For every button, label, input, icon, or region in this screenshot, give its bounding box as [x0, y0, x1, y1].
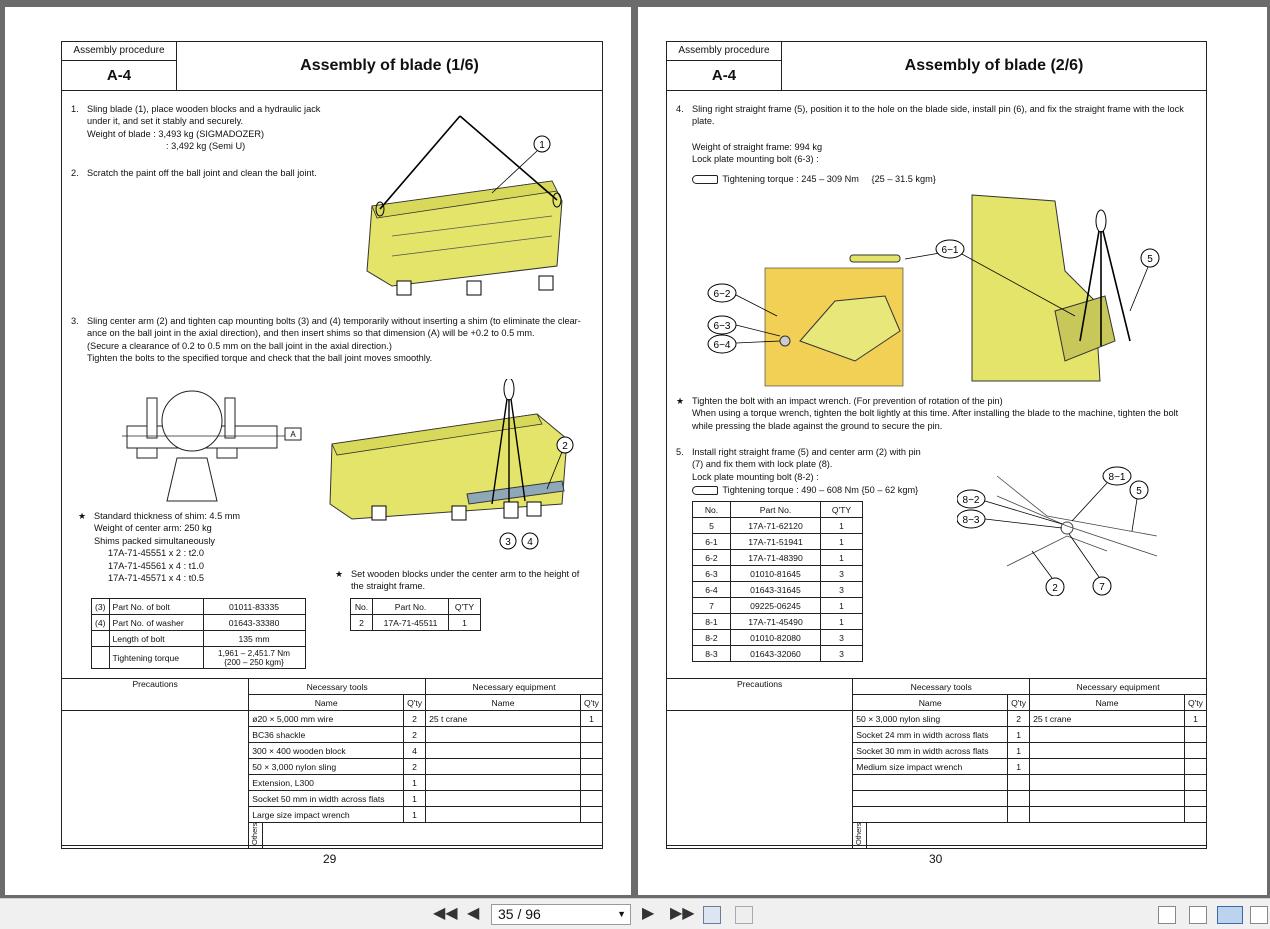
table-header-row: No. Part No. Q'TY	[693, 502, 863, 518]
wooden-block	[372, 506, 386, 520]
document-page-right	[638, 7, 1267, 895]
prev-page-icon[interactable]: ◀	[467, 905, 480, 922]
procedure-code: A-4	[62, 61, 177, 91]
nut	[137, 448, 157, 458]
continuous-view-icon[interactable]	[1189, 906, 1207, 924]
page-title: Assembly of blade (2/6)	[904, 57, 1084, 74]
next-page-icon[interactable]: ▶	[642, 905, 655, 922]
bolt-right	[225, 398, 235, 438]
requirements-section	[667, 678, 1206, 847]
callout-8-3: 8−3	[962, 515, 980, 526]
table-header-row: No. Part No. Q'TY	[351, 599, 481, 615]
two-page-view-icon[interactable]	[1217, 906, 1243, 924]
table-row: Socket 50 mm in width across flats 1	[62, 791, 603, 807]
wooden-block	[467, 281, 481, 295]
fit-width-icon[interactable]	[735, 906, 753, 924]
step-1: 1. Sling blade (1), place wooden blocks and a hydraulic jack under it, and set it stably and securely. Weight of blade : 3,493 kg (SIGMADOZER) : 3,492 kg (Semi U)	[71, 104, 321, 152]
single-page-view-icon[interactable]	[1158, 906, 1176, 924]
table-row: Tightening torque 1,961 – 2,451.7 Nm {200 – 250 kgm}	[92, 647, 306, 669]
wooden-block	[527, 502, 541, 516]
table-row: 50 × 3,000 nylon sling 2 25 t crane 1	[667, 711, 1207, 727]
callout-6-3: 6−3	[713, 321, 731, 332]
callout-8-2: 8−2	[962, 495, 980, 506]
table-row: 7 09225-06245 1	[693, 598, 863, 614]
arm-stem	[167, 458, 217, 501]
callout-5: 5	[1147, 254, 1153, 265]
header-label: Assembly procedure	[62, 42, 177, 61]
table-row: Socket 30 mm in width across flats 1	[667, 743, 1207, 759]
shim-note: ★ Standard thickness of shim: 4.5 mm Weight of center arm: 250 kg Shims packed simultaneously 17A-71-45551 x 2 : t2.0 17A-71-45561 x 4 : t1.0 17A-71-45571 x 4 : t0.5	[78, 511, 241, 584]
leader-line	[1130, 267, 1148, 311]
page-body	[667, 91, 1206, 678]
pin-circle	[1061, 522, 1073, 534]
table-row: ø20 × 5,000 mm wire 2 25 t crane 1	[62, 711, 603, 727]
callout-6-4: 6−4	[713, 340, 731, 351]
wooden-block	[397, 281, 411, 295]
sling-ring	[504, 379, 514, 400]
others-label: Others	[250, 822, 260, 845]
pin	[850, 255, 900, 262]
step-5: 5. Install right straight frame (5) and center arm (2) with pin (7) and fix them with lock plate (8). Lock plate mounting bolt (8-2) :	[676, 447, 921, 482]
last-page-icon[interactable]: ▶▶	[670, 905, 695, 922]
page-body	[62, 91, 602, 678]
leader-line	[1069, 534, 1099, 577]
procedure-code: A-4	[667, 61, 782, 91]
page-number-input[interactable]: 35 / 96 ▼	[491, 904, 631, 925]
sling-ring	[1096, 210, 1106, 232]
viewer-toolbar	[0, 898, 1270, 929]
fit-page-icon[interactable]	[703, 906, 721, 924]
table-row: Extension, L300 1	[62, 775, 603, 791]
tools-table	[61, 678, 603, 849]
wooden-block	[504, 502, 518, 518]
requirements-section	[62, 678, 602, 847]
ball-joint-circle	[162, 391, 222, 451]
table-row: (3) Part No. of bolt 01011-83335	[92, 599, 306, 615]
others-label: Others	[854, 822, 864, 845]
step-4-info: Weight of straight frame: 994 kg Lock plate mounting bolt (6-3) :	[692, 142, 823, 165]
table-row: 8-2 01010-82080 3	[693, 630, 863, 646]
first-page-icon[interactable]: ◀◀	[433, 905, 458, 922]
leader-line	[1032, 551, 1052, 578]
blade-sling-figure	[352, 106, 602, 311]
two-page-continuous-icon[interactable]	[1250, 906, 1268, 924]
bolt-head	[780, 336, 790, 346]
callout-6-2: 6−2	[713, 289, 731, 300]
leader-line	[905, 253, 940, 259]
bolt-left	[147, 398, 157, 438]
callout-8-1: 8−1	[1108, 472, 1126, 483]
table-row: BC36 shackle 2	[62, 727, 603, 743]
table-row: 6-3 01010-81645 3	[693, 566, 863, 582]
table-row: 50 × 3,000 nylon sling 2	[62, 759, 603, 775]
leader-line	[1132, 499, 1137, 531]
table-row: 6-1 17A-71-51941 1	[693, 534, 863, 550]
page-frame	[61, 41, 603, 846]
nut	[217, 448, 237, 458]
table-row: 2 17A-71-45511 1	[351, 615, 481, 631]
part-table	[350, 598, 481, 631]
table-row: 8-3 01643-32060 3	[693, 646, 863, 662]
table-header-row: Precautions Necessary tools Necessary equipment	[667, 679, 1207, 695]
page-header	[62, 42, 602, 91]
table-header-row: Precautions Necessary tools Necessary equipment	[62, 679, 603, 695]
wrench-icon	[692, 175, 718, 184]
callout-1: 1	[539, 140, 545, 151]
callout-4: 4	[527, 537, 533, 548]
step-4: 4. Sling right straight frame (5), position it to the hole on the blade side, install pin (6), and fix the straight frame with the lock plate.	[676, 104, 1184, 127]
table-header-row: Name Q'ty Name Q'ty	[667, 695, 1207, 711]
callout-6-1: 6−1	[941, 245, 959, 256]
wrench-icon	[692, 486, 718, 495]
header-label: Assembly procedure	[667, 42, 782, 61]
page-number: 29	[323, 852, 337, 866]
table-header-row: Name Q'ty Name Q'ty	[62, 695, 603, 711]
table-row: Large size impact wrench 1	[62, 807, 603, 823]
step-2: 2. Scratch the paint off the ball joint and clean the ball joint.	[71, 168, 317, 178]
torque-spec-2: Tightening torque : 490 – 608 Nm {50 – 62 kgm}	[692, 484, 918, 496]
table-row: 5 17A-71-62120 1	[693, 518, 863, 534]
page-frame	[666, 41, 1207, 846]
callout-3: 3	[505, 537, 511, 548]
chevron-down-icon[interactable]: ▼	[617, 909, 626, 919]
callout-7: 7	[1099, 582, 1105, 593]
straight-frame-figure	[705, 191, 1175, 391]
table-row: 300 × 400 wooden block 4	[62, 743, 603, 759]
document-page-left	[5, 7, 631, 895]
page-header	[667, 42, 1206, 91]
table-row: Medium size impact wrench 1	[667, 759, 1207, 775]
leader-line	[1072, 483, 1107, 521]
table-row: 8-1 17A-71-45490 1	[693, 614, 863, 630]
dimension-a-label: A	[290, 430, 296, 439]
step-3: 3. Sling center arm (2) and tighten cap mounting bolts (3) and (4) temporarily without inserting a shim (to eliminate the clear- ance on the ball joint in the axial direction), and then insert shims so that dimension (A) will be +0.2 to 0.5 mm. (Secure a clearance of 0.2 to 0.5 mm on the ball joint in the axial direction.) Tighten the bolts to the specified torque and check that the ball joint moves smoothly.	[71, 316, 581, 364]
table-row: 6-4 01643-31645 3	[693, 582, 863, 598]
bolt-spec-table	[91, 598, 306, 669]
page-number: 30	[929, 852, 943, 866]
wooden-block	[539, 276, 553, 290]
callout-5: 5	[1136, 486, 1142, 497]
callout-2: 2	[1052, 583, 1058, 594]
callout-2: 2	[562, 441, 568, 452]
table-row: Socket 24 mm in width across flats 1	[667, 727, 1207, 743]
table-row: (4) Part No. of washer 01643-33380	[92, 615, 306, 631]
center-arm-figure	[327, 379, 577, 564]
blocks-note: ★ Set wooden blocks under the center arm to the height of the straight frame.	[335, 569, 580, 592]
arm-line	[1007, 536, 1107, 566]
tools-table	[666, 678, 1207, 849]
part-table-body	[693, 518, 863, 662]
part-table	[692, 501, 863, 662]
impact-note: ★ Tighten the bolt with an impact wrench. (For prevention of rotation of the pin) When using a torque wrench, tighten the bolt lightly at this time. After installing the blade to the machine, tighten the bolt while pressing the blade against the ground to secure the pin.	[676, 396, 1179, 431]
torque-spec-1: Tightening torque : 245 – 309 Nm {25 – 31.5 kgm}	[692, 173, 936, 185]
page-title: Assembly of blade (1/6)	[300, 57, 479, 74]
table-row: Length of bolt 135 mm	[92, 631, 306, 647]
table-row: 6-2 17A-71-48390 1	[693, 550, 863, 566]
pin-install-drawing	[957, 456, 1177, 596]
wooden-block	[452, 506, 466, 520]
ball-joint-drawing	[107, 376, 307, 506]
